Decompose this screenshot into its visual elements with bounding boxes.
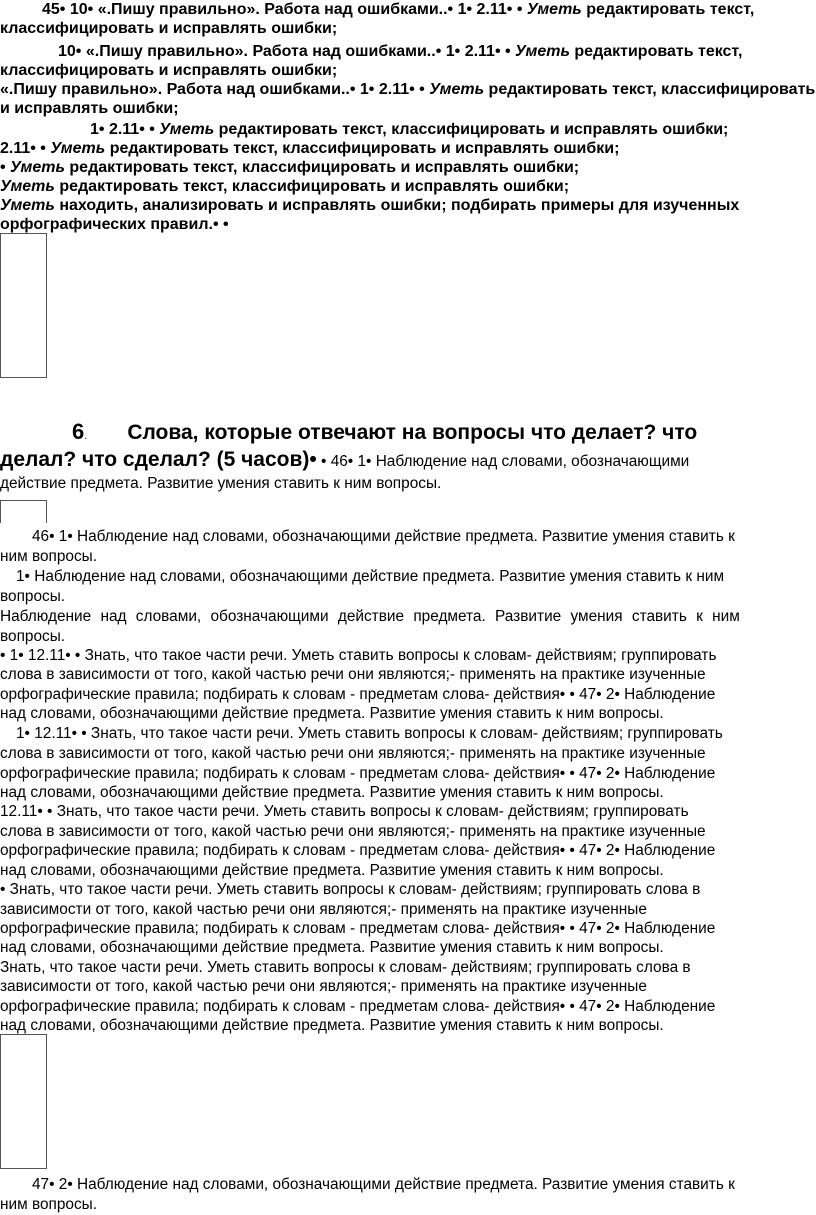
text-line: Уметь редактировать текст, классифицировать и исправлять ошибки; [0,178,570,195]
image-placeholder-box [0,1034,47,1169]
text-line: вопросы. [0,588,66,605]
text-line: орфографические правила; подбирать к словам - предметам слова- действия• • 47• 2• Наблюдение [0,998,716,1015]
text-line: слова в зависимости от того, какой частью речи они являются;- применять на практике изученные [0,823,706,840]
text-line: слова в зависимости от того, какой частью речи они являются;- применять на практике изученные [0,745,706,762]
text-line: и исправлять ошибки; [0,100,179,117]
text-line: над словами, обозначающими действие предмета. Развитие умения ставить к ним вопросы. [0,784,664,801]
text-line: • 1• 12.11• • Знать, что такое части речи. Уметь ставить вопросы к словам- действиям; группировать [0,647,717,664]
text-line: слова в зависимости от того, какой частью речи они являются;- применять на практике изученные [0,666,706,683]
text-line: 45• 10• «.Пишу правильно». Работа над ошибками..• 1• 2.11• • Уметь редактировать текст, [42,1,755,18]
text-line: «.Пишу правильно». Работа над ошибками..• 1• 2.11• • Уметь редактировать текст, классифицировать [0,81,816,98]
text-line: вопросы. [0,628,66,645]
text-line: 12.11• • Знать, что такое части речи. Уметь ставить вопросы к словам- действиям; группировать [0,803,689,820]
text-line: 2.11• • Уметь редактировать текст, классифицировать и исправлять ошибки; [0,140,620,157]
text-line: Уметь находить, анализировать и исправлять ошибки; подбирать примеры для изученных [0,197,740,214]
text-line: зависимости от того, какой частью речи они являются;- применять на практике изученные [0,901,647,918]
text-line: орфографические правила; подбирать к словам - предметам слова- действия• • 47• 2• Наблюдение [0,765,716,782]
text-line: над словами, обозначающими действие предмета. Развитие умения ставить к ним вопросы. [0,939,664,956]
text-line: ним вопросы. [0,1196,98,1213]
text-line: классифицировать и исправлять ошибки; [0,20,338,37]
text-line: • Уметь редактировать текст, классифицировать и исправлять ошибки; [0,159,580,176]
text-line: Наблюдение над словами, обозначающими действие предмета. Развитие умения ставить к ним [0,608,740,625]
text-line: 47• 2• Наблюдение над словами, обозначающими действие предмета. Развитие умения ставить к [32,1176,735,1193]
text-line: над словами, обозначающими действие предмета. Развитие умения ставить к ним вопросы. [0,705,664,722]
text-line: 1• 12.11• • Знать, что такое части речи. Уметь ставить вопросы к словам- действиям; группировать [16,725,723,742]
text-line: орфографические правила; подбирать к словам - предметам слова- действия• • 47• 2• Наблюдение [0,686,716,703]
section-heading-line-3: действие предмета. Развитие умения ставить к ним вопросы. [0,475,442,492]
text-line: орфографические правила; подбирать к словам - предметам слова- действия• • 47• 2• Наблюдение [0,842,716,859]
text-line: ним вопросы. [0,548,98,565]
section-heading: 6. Слова, которые отвечают на вопросы что делает? что [72,419,698,444]
text-line: орфографических правил.• • [0,216,229,233]
small-box [0,500,47,523]
section-heading-line-2: делал? что сделал? (5 часов)• • 46• 1• Наблюдение над словами, обозначающими [0,448,690,471]
text-line: орфографические правила; подбирать к словам - предметам слова- действия• • 47• 2• Наблюдение [0,920,716,937]
text-line: Знать, что такое части речи. Уметь ставить вопросы к словам- действиям; группировать слова в [0,959,691,976]
text-line: 46• 1• Наблюдение над словами, обозначающими действие предмета. Развитие умения ставить к [32,528,735,545]
image-placeholder-box [0,233,47,378]
text-line: над словами, обозначающими действие предмета. Развитие умения ставить к ним вопросы. [0,862,664,879]
text-line: 1• Наблюдение над словами, обозначающими действие предмета. Развитие умения ставить к ним [16,568,725,585]
text-line: 1• 2.11• • Уметь редактировать текст, классифицировать и исправлять ошибки; [90,121,729,138]
text-line: • Знать, что такое части речи. Уметь ставить вопросы к словам- действиям; группировать слова в [0,881,701,898]
text-line: классифицировать и исправлять ошибки; [0,62,338,79]
text-line: 10• «.Пишу правильно». Работа над ошибками..• 1• 2.11• • Уметь редактировать текст, [58,43,743,60]
text-line: зависимости от того, какой частью речи они являются;- применять на практике изученные [0,978,647,995]
text-line: над словами, обозначающими действие предмета. Развитие умения ставить к ним вопросы. [0,1017,664,1034]
